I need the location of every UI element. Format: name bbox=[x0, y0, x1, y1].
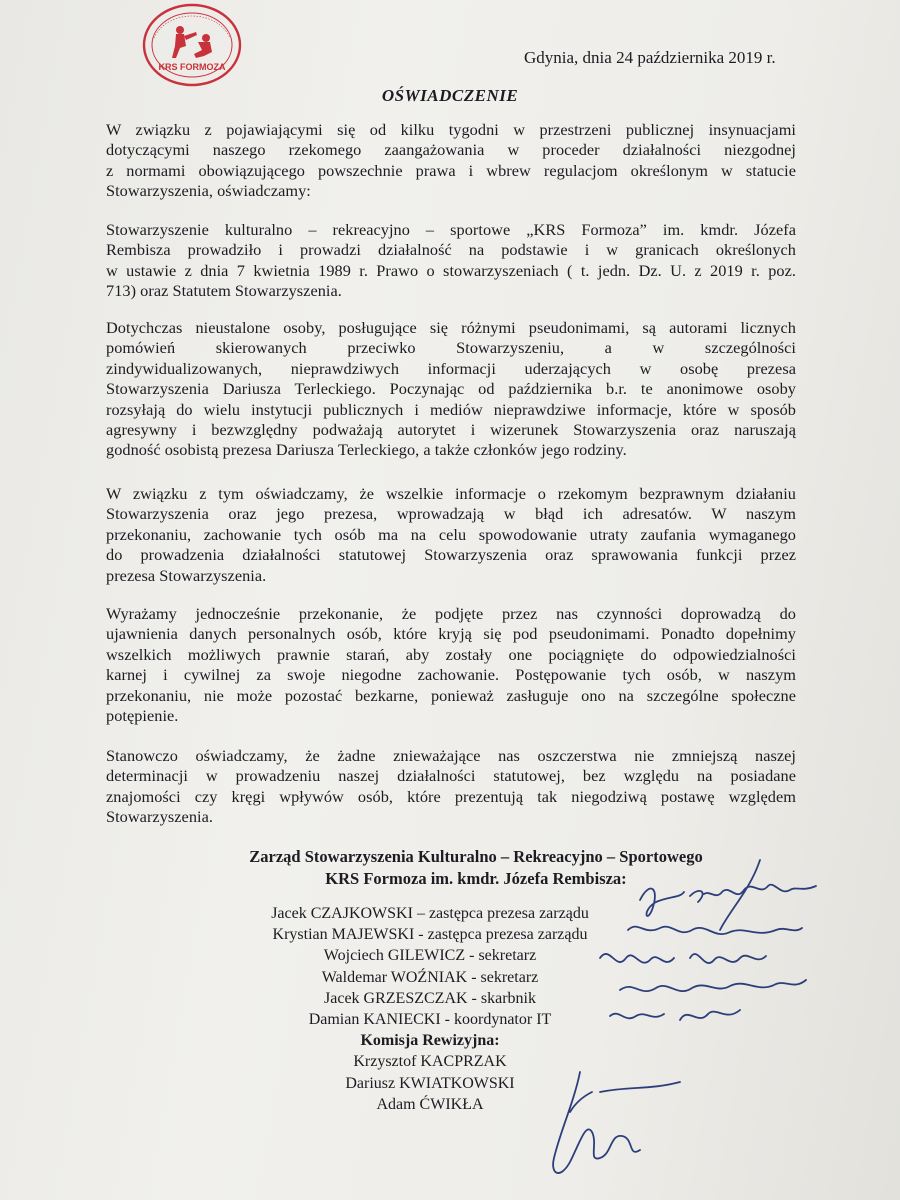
text-line: wszelkich możliwych prawnie starań, aby zostały one pociągnięte do odpowiedzialności bbox=[106, 644, 796, 664]
text-line: zindywidualizowanych, nieprawdziwych informacji uderzających w osobę prezesa bbox=[106, 358, 796, 378]
text-line: ujawnienia danych personalnych osób, które kryją się pod pseudonimami. Ponadto dopełnimy bbox=[106, 624, 796, 644]
text-line: W związku z pojawiającymi się od kilku tygodni w przestrzeni publicznej insynuacjami bbox=[106, 120, 796, 139]
paragraph-6 bbox=[106, 746, 796, 828]
document-date: Gdynia, dnia 24 października 2019 r. bbox=[524, 48, 776, 67]
text-line: prezesa Stowarzyszenia. bbox=[106, 565, 267, 585]
text-line: rozsyłają do wielu instytucji publicznych i mediów nieprawdziwe informacje, które w sposób bbox=[106, 399, 796, 419]
document-title: OŚWIADCZENIE bbox=[381, 86, 519, 105]
text-line: przekonaniu, nie może pozostać bezkarne, ponieważ zasługuje ono na szczególne społeczne bbox=[106, 685, 796, 705]
text-line: do prowadzenia działalności statutowej Stowarzyszenia oraz sprawowania funkcji przez bbox=[106, 545, 796, 565]
text-line: determinacji w prowadzeniu naszej działalności statutowej, bez względu na posiadane bbox=[106, 766, 796, 786]
board-member: Jacek GRZESZCZAK - skarbnik bbox=[324, 989, 536, 1007]
text-line: Wyrażamy jednocześnie przekonanie, że podjęte przez nas czynności doprowadzą do bbox=[106, 604, 796, 623]
text-line: przekonaniu, zachowanie tych osób ma na celu spowodowanie utraty zaufania wymaganego bbox=[106, 524, 796, 544]
text-line: agresywny i bezwzględny podważają autorytet i wizerunek Stowarzyszenia oraz naruszają bbox=[106, 420, 796, 440]
text-line: Stanowczo oświadczamy, że żadne znieważające nas oszczerstwa nie zmniejszą naszej bbox=[106, 746, 796, 765]
text-line: Stowarzyszenia oraz jego prezesa, wprowadzają w błąd ich adresatów. W naszym bbox=[106, 504, 796, 524]
paragraph-3 bbox=[106, 318, 796, 461]
board-member: Wojciech GILEWICZ - sekretarz bbox=[323, 947, 537, 965]
stamp-text: KRS FORMOZA bbox=[158, 62, 226, 72]
organization-stamp bbox=[140, 2, 244, 88]
commission-heading: Komisja Rewizyjna: bbox=[360, 1032, 500, 1050]
board-member: Krystian MAJEWSKI - zastępca prezesa zarządu bbox=[272, 926, 588, 944]
text-line: 713) oraz Statutem Stowarzyszenia. bbox=[106, 281, 342, 301]
commission-member: Krzysztof KACPRZAK bbox=[353, 1053, 507, 1071]
text-line: Stowarzyszenie kulturalno – rekreacyjno – sportowe „KRS Formoza” im. kmdr. Józefa bbox=[106, 220, 796, 239]
text-line: godność osobistą prezesa Dariusza Terleckiego, a także członków jego rodziny. bbox=[106, 440, 627, 460]
commission-member: Dariusz KWIATKOWSKI bbox=[345, 1074, 515, 1092]
commission-member: Adam ĆWIKŁA bbox=[376, 1095, 484, 1113]
board-heading-line: KRS Formoza im. kmdr. Józefa Rembisza: bbox=[325, 869, 627, 888]
text-line: Dotychczas nieustalone osoby, posługujące się różnymi pseudonimami, są autorami licznych bbox=[106, 318, 796, 337]
board-member: Damian KANIECKI - koordynator IT bbox=[308, 1011, 552, 1029]
signatories-list bbox=[200, 903, 660, 1115]
text-line: Rembisza prowadziło i prowadzi działalność na podstawie i w granicach określonych bbox=[106, 240, 796, 260]
paragraph-4 bbox=[106, 484, 796, 586]
text-line: potępienie. bbox=[106, 706, 179, 726]
paragraph-5 bbox=[106, 604, 796, 726]
text-line: karnej i cywilnej za swoje niegodne zachowanie. Postępowanie tych osób, w naszym bbox=[106, 665, 796, 685]
board-heading-line: Zarząd Stowarzyszenia Kulturalno – Rekreacyjno – Sportowego bbox=[249, 847, 703, 866]
text-line: Stowarzyszenia, oświadczamy: bbox=[106, 181, 311, 201]
text-line: Stowarzyszenia Dariusza Terleckiego. Poczynając od października b.r. te anonimowe osoby bbox=[106, 379, 796, 399]
board-heading bbox=[236, 846, 716, 890]
board-member: Jacek CZAJKOWSKI – zastępca prezesa zarządu bbox=[271, 905, 589, 922]
text-line: dotyczącymi naszego rzekomego zaangażowania w proceder działalności niezgodnej bbox=[106, 140, 796, 160]
text-line: z normami obowiązującego powszechnie prawa i wbrew regulacjom określonym w statucie bbox=[106, 160, 796, 180]
paragraph-2 bbox=[106, 220, 796, 302]
text-line: Stowarzyszenia. bbox=[106, 807, 213, 827]
paragraph-1 bbox=[106, 120, 796, 202]
text-line: znajomości czy kręgi wpływów osób, które prezentują tak niegodziwą postawę względem bbox=[106, 786, 796, 806]
board-member: Waldemar WOŹNIAK - sekretarz bbox=[321, 968, 539, 986]
text-line: pomówień skierowanych przeciwko Stowarzyszeniu, a w szczególności bbox=[106, 338, 796, 358]
text-line: W związku z tym oświadczamy, że wszelkie informacje o rzekomym bezprawnym działaniu bbox=[106, 484, 796, 503]
text-line: w ustawie z dnia 7 kwietnia 1989 r. Prawo o stowarzyszeniach ( t. jedn. Dz. U. z 2019 r. poz. bbox=[106, 260, 796, 280]
